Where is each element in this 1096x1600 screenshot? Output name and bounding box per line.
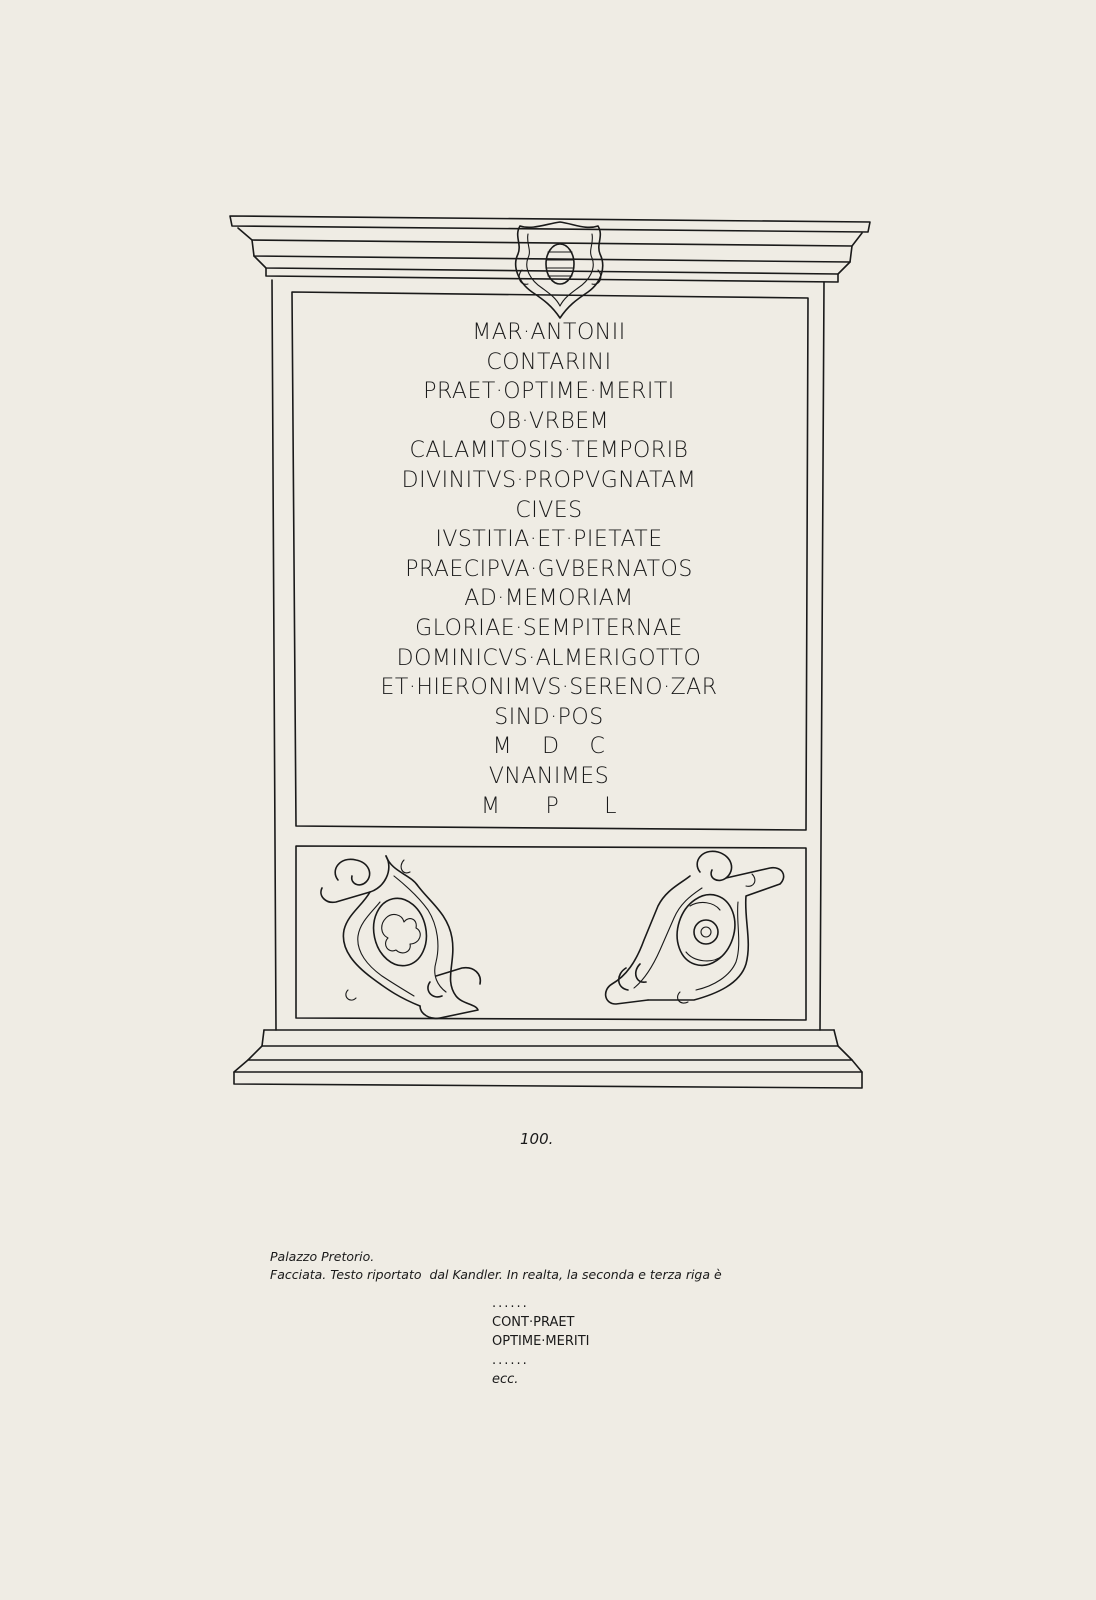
right-coat-of-arms bbox=[606, 851, 784, 1004]
inscription-text bbox=[296, 318, 802, 821]
inscription-line: AD·MEMORIAM bbox=[464, 586, 634, 612]
note-line: CONT·PRAET bbox=[492, 1315, 575, 1330]
note-ellipsis-bottom: ...... bbox=[492, 1353, 529, 1368]
inscription-line: CALAMITOSIS·TEMPORIB bbox=[409, 438, 689, 464]
inscription-line: DIVINITVS·PROPVGNATAM bbox=[401, 467, 697, 493]
page-number: 100. bbox=[520, 1130, 554, 1148]
monument-base bbox=[234, 1030, 862, 1088]
inscription-line: IVSTITIA·ET·PIETATE bbox=[435, 527, 663, 553]
inscription-line: MAR·ANTONII bbox=[472, 320, 626, 345]
note-ellipsis-top: ...... bbox=[492, 1296, 529, 1311]
caption bbox=[270, 1248, 910, 1284]
inscription-line: CONTARINI bbox=[486, 349, 612, 375]
inscription-line: PRAET·OPTIME·MERITI bbox=[423, 379, 675, 405]
inscription-line: CIVES bbox=[515, 497, 583, 523]
inscription-line: VNANIMES bbox=[488, 763, 610, 789]
inscription-line: ET·HIERONIMVS·SERENO·ZAR bbox=[380, 675, 718, 701]
inscription-line: DOMINICVS·ALMERIGOTTO bbox=[396, 645, 702, 671]
caption-title: Palazzo Pretorio. bbox=[270, 1249, 375, 1264]
inscription-line: GLORIAE·SEMPITERNAE bbox=[415, 615, 683, 641]
inscription-line: M P L bbox=[481, 793, 617, 819]
inscription-line: SIND·POS bbox=[494, 704, 604, 730]
inscription-line: OB·VRBEM bbox=[488, 408, 610, 434]
note-ecc: ecc. bbox=[492, 1372, 519, 1387]
reading-note bbox=[492, 1294, 589, 1389]
inscription-line: M D C bbox=[492, 734, 606, 760]
inscription-line: PRAECIPVA·GVBERNATOS bbox=[405, 556, 693, 582]
caption-text: Facciata. Testo riportato dal Kandler. In realta, la seconda e terza riga è bbox=[270, 1267, 722, 1282]
lower-panel bbox=[296, 846, 806, 1020]
note-line: OPTIME·MERITI bbox=[492, 1334, 590, 1349]
left-coat-of-arms bbox=[321, 856, 480, 1018]
